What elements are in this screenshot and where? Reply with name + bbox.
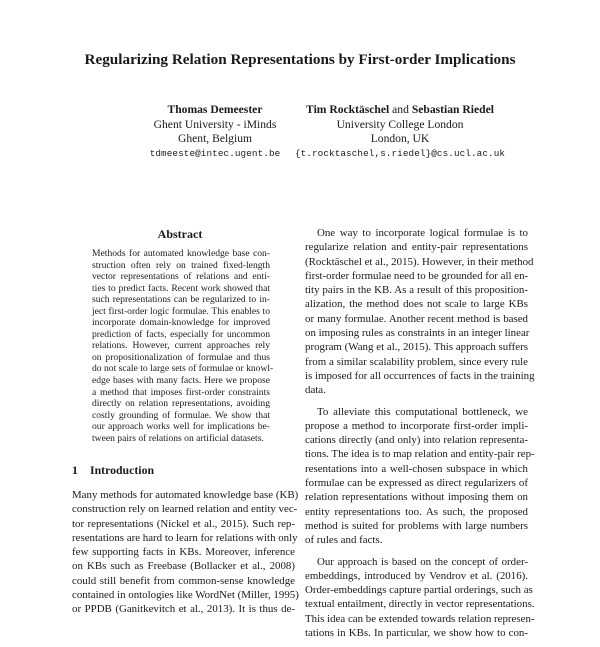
- abstract-line: prediction of facts, especially for uncommon: [92, 328, 270, 340]
- author-block-1: [140, 103, 290, 161]
- body-line: regularize relation and entity-pair representations: [305, 241, 528, 254]
- body-line: is imposed for all occurrences of facts in the training: [305, 369, 535, 382]
- abstract-line: directly on relation representations, avoiding: [92, 398, 270, 410]
- body-line: Our approach is based on the concept of order-: [317, 555, 528, 568]
- paper-title: Regularizing Relation Representations by First-order Implications: [84, 51, 516, 68]
- author-block-2: [290, 103, 510, 161]
- body-line: construction rely on learned relation and entity vec-: [72, 503, 298, 516]
- body-line: method is suited for problems with large numbers: [305, 519, 528, 532]
- body-line: entity representations too. As such, the proposed: [305, 505, 528, 518]
- abstract-body: [92, 248, 274, 444]
- author-name: Thomas Demeester: [167, 103, 263, 116]
- abstract-line: struction often rely on trained fixed-length: [92, 259, 270, 271]
- body-line: few supporting facts in KBs. Moreover, inference: [72, 546, 295, 559]
- author-location: London, UK: [370, 132, 430, 146]
- abstract-line: Methods for automated knowledge base con-: [92, 248, 270, 259]
- body-line: tity pairs in the KB. As a result of this proposition-: [305, 284, 528, 297]
- right-column-body: [305, 226, 535, 647]
- body-line: or many formulae. Another recent method is based: [305, 312, 528, 325]
- body-line: To alleviate this computational bottleneck, we: [317, 405, 528, 418]
- abstract-line: on propositionalization of formulae and thus: [92, 351, 270, 363]
- abstract-line: do not scale to large sets of formulae or knowl-: [92, 363, 274, 375]
- body-line: resentations into a well-chosen subspace in which: [305, 462, 528, 475]
- body-line: tor representations (Nickel et al., 2015). Such rep-: [72, 517, 295, 530]
- body-line: resentations are hard to learn for relations with only: [72, 531, 298, 544]
- abstract-heading: Abstract: [157, 227, 203, 241]
- author-affiliation: University College London: [336, 117, 464, 131]
- body-line: could still benefit from common-sense knowledge: [72, 574, 295, 587]
- author-name: Sebastian Riedel: [411, 103, 494, 116]
- body-line: embeddings, introduced by Vendrov et al. (2016).: [305, 569, 528, 582]
- left-column-body: [72, 488, 299, 617]
- author-email[interactable]: {t.rocktaschel,s.riedel}@cs.ucl.ac.uk: [294, 147, 506, 159]
- author-location: Ghent, Belgium: [177, 132, 253, 146]
- abstract-line: our approach works well for implications be-: [92, 421, 270, 433]
- body-line: cations directly (and only) into relation representa-: [305, 434, 528, 447]
- body-line: on KBs such as Freebase (Bollacker et al., 2008): [72, 560, 295, 573]
- abstract-line: edge bases with many facts. Here we propose: [92, 375, 270, 387]
- body-line: propose a method to incorporate first-order impli-: [305, 419, 528, 432]
- body-line: tations in KBs. In particular, we show how to con-: [305, 627, 528, 640]
- abstract-line: ties to predict facts. Recent work showed that: [92, 282, 270, 294]
- section-number: 1: [72, 463, 78, 477]
- body-line: Many methods for automated knowledge base (KB): [72, 489, 299, 501]
- body-line: from a similar scalability problem, since every rule: [305, 355, 528, 368]
- body-line: formulae can be expressed as direct regularizers of: [305, 477, 528, 490]
- abstract-line: a method that imposes first-order constraints: [92, 386, 270, 398]
- paragraph: [305, 405, 535, 548]
- body-line: or PPDB (Ganitkevitch et al., 2013). It is thus de-: [72, 603, 295, 616]
- body-line: alization, the method does not scale to large KBs: [305, 298, 528, 311]
- body-line: relation representations without imposing them on: [305, 491, 528, 504]
- body-line: Order-embeddings capture partial orderings, such as: [305, 584, 533, 597]
- author-email[interactable]: tdmeeste@intec.ugent.be: [149, 147, 281, 159]
- body-line: (Rocktäschel et al., 2015). However, in their method: [305, 255, 534, 268]
- body-line: first-order formulae need to be grounded for all en-: [305, 269, 529, 282]
- body-line: data.: [305, 384, 326, 397]
- body-line: This idea can be extended towards relation represen-: [305, 612, 535, 625]
- paragraph: [305, 226, 535, 398]
- section-title: Introduction: [90, 463, 155, 477]
- body-line: program (Wang et al., 2015). This approach suffers: [305, 341, 528, 354]
- abstract-line: incorporate domain-knowledge for improved: [92, 317, 270, 329]
- body-line: textual entailment, directly in vector representations.: [305, 598, 535, 611]
- author-affiliation: Ghent University - iMinds: [153, 117, 277, 131]
- abstract-line: such representations can be regularized to in-: [92, 294, 270, 306]
- body-line: contained in ontologies like WordNet (Miller, 1995): [72, 589, 299, 602]
- section-heading: [72, 463, 154, 478]
- body-line: on imposing rules as constraints in an integer linear: [305, 327, 530, 340]
- abstract-line: tween pairs of relations on artificial datasets.: [92, 432, 264, 444]
- body-line: One way to incorporate logical formulae is to: [317, 227, 528, 239]
- abstract-line: vector representations of relations and enti-: [92, 271, 270, 283]
- author-name: Tim Rocktäschel: [306, 103, 390, 116]
- body-line: of rules and facts.: [305, 534, 383, 547]
- abstract-line: costly grounding of formulae. We show that: [92, 409, 270, 421]
- abstract-line: ject first-order logic formulae. This enables to: [92, 305, 270, 317]
- paragraph: [305, 555, 535, 641]
- author-conjunction: and: [392, 103, 409, 116]
- abstract-line: relations. However, current approaches rely: [92, 340, 270, 352]
- body-line: tions. The idea is to map relation and entity-pair rep-: [305, 448, 535, 461]
